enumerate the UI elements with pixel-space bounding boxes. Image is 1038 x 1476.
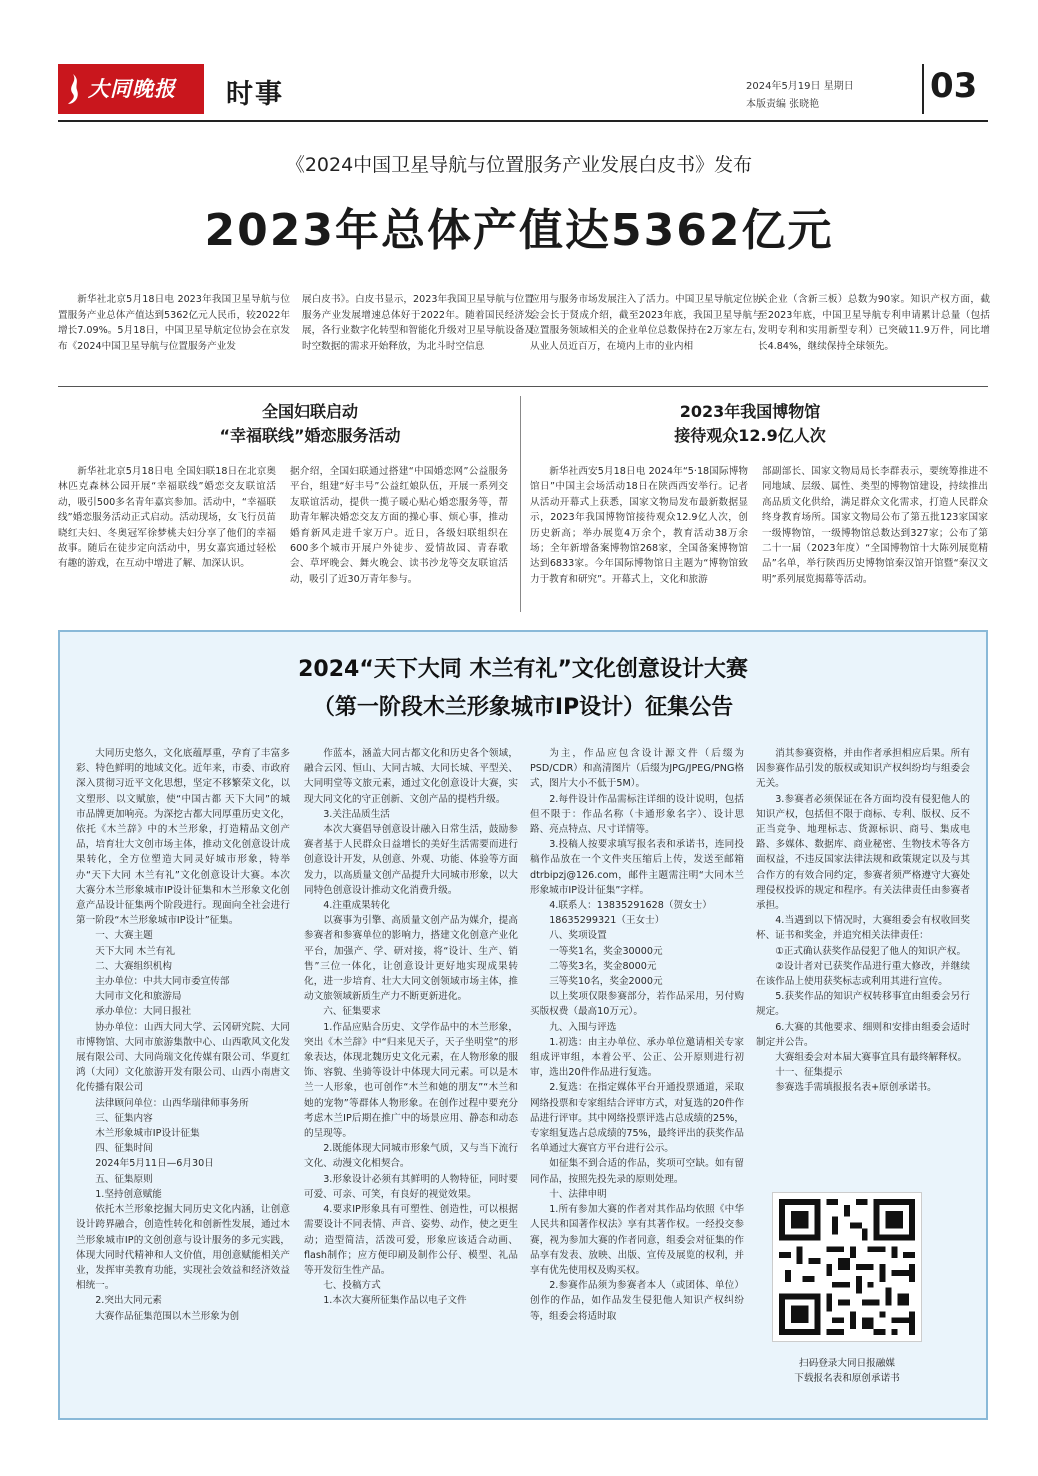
issue-date: 2024年5月19日 星期日	[746, 81, 854, 92]
notice-paragraph: 五、征集原则	[95, 1173, 153, 1185]
page-number: 03	[930, 66, 978, 106]
notice-column-2	[304, 746, 518, 1410]
notice-paragraph: 1.坚持创意赋能	[95, 1188, 162, 1200]
masthead	[58, 64, 988, 120]
notice-paragraph: 参赛选手需填报报名表+原创承诺书。	[775, 1082, 937, 1094]
notice-paragraph: 如征集不到合适的作品，奖项可空缺。如有留同作品，按照先投先录的原则处理。	[530, 1158, 744, 1185]
qr-caption-line2: 下载报名表和原创承诺书	[794, 1373, 900, 1384]
notice-paragraph: 大赛组委会对本届大赛事宜具有最终解释权。	[775, 1052, 968, 1064]
notice-paragraph: 八、奖项设置	[549, 930, 607, 942]
notice-paragraph: 七、投稿方式	[323, 1280, 381, 1292]
notice-paragraph: ①正式确认获奖作品侵犯了他人的知识产权。	[775, 945, 967, 957]
section-title: 时事	[226, 79, 284, 110]
notice-paragraph: 为主，作品应包含设计源文件（后缀为PSD/CDR）和高清图片（后缀为JPG/JPEG/PNG格式，图片大小不低于5M）。	[530, 748, 744, 790]
notice-paragraph: 6.大赛的其他要求、细则和安排由组委会适时制定并公告。	[756, 1021, 970, 1048]
notice-paragraph: 消其参赛资格，并由作者承担相应后果。所有因参赛作品引发的版权或知识产权纠纷均与组委会无关。	[756, 748, 970, 790]
qr-caption	[742, 1356, 952, 1386]
notice-column-1	[76, 746, 290, 1410]
newspaper-logo[interactable]	[58, 64, 204, 114]
notice-paragraph: 本次大赛倡导创意设计融入日常生活，鼓励参赛者基于人民群众日益增长的美好生活需要而进行创意设计开发，从创意、外观、功能、体验等方面发力，以高质量文创产品提升大同城市形象，以大同特色创意设计推动文化消费升级。	[304, 824, 518, 896]
notice-paragraph: 十一、征集提示	[775, 1067, 843, 1079]
notice-paragraph: 2.既能体现大同城市形象气质，又与当下流行文化、动漫文化相契合。	[304, 1143, 518, 1170]
notice-column-3	[530, 746, 744, 1410]
notice-paragraph: 主办单位：中共大同市委宣传部	[95, 976, 230, 988]
notice-paragraph: 以赛事为引擎、高质量文创产品为媒介，提高参赛者和参赛单位的影响力，搭建文化创意产业化平台，加强产、学、研对接，将“设计、生产、销售”三位一体化，让创意设计更好地实现成果转化，进一步培育、壮大大同文创领域市场主体，推动文旅领域新质生产力不断更新进化。	[304, 915, 518, 1003]
lead-column-1: 新华社北京5月18日电 2023年我国卫星导航与位置服务产业总体产值达到5362亿元人民币，较2022年增长7.09%。5月18日，中国卫星导航定位协会在京发布《2024中国卫星导航与位置服务产业发	[58, 294, 290, 352]
notice-paragraph: 四、征集时间	[95, 1143, 153, 1155]
notice-paragraph: 2.突出大同元素	[95, 1295, 162, 1307]
notice-paragraph: 协办单位：山西大同大学、云冈研究院、大同市博物馆、大同市旅游集散中心、山西歌风文化发展有限公司、大同尚瑞文化传媒有限公司、华夏红鸿（大同）文化旅游开发有限公司、山西小南唐文化传播有限公司	[76, 1021, 290, 1094]
notice-paragraph: 3.投稿人按要求填写报名表和承诺书，连同投稿作品放在一个文件夹压缩后上传，发送至邮箱 dtrbipzj@126.com，邮件主题需注明“大同木兰形象城市IP设计征集”字样。	[530, 839, 744, 896]
notice-column-4	[756, 746, 970, 1166]
women-story-col1: 新华社北京5月18日电 全国妇联18日在北京奥林匹克森林公园开展“幸福联线”婚恋交友联谊活动，吸引500多名青年嘉宾参加。活动中，“幸福联线”婚恋服务活动正式启动。活动现场，女飞行员苗晓红夫妇、冬奥冠军徐梦桃夫妇分享了他们的幸福故事。随后在徒步定向活动中，男女嘉宾通过轻松有趣的游戏，在互动中增进了解、加深认识。	[58, 466, 276, 570]
section-divider	[58, 386, 988, 387]
notice-title-line2: （第一阶段木兰形象城市IP设计）征集公告	[312, 695, 734, 720]
notice-paragraph: 一、大赛主题	[95, 930, 153, 942]
lead-column-4: 关企业（含新三板）总数为90家。知识产权方面，截至2023年底，中国卫星导航专利申请累计总量（包括发明专利和实用新型专利）已突破11.9万件，同比增长4.84%，继续保持全球领先。	[758, 294, 990, 352]
notice-paragraph: 1.本次大赛所征集作品以电子文件	[323, 1295, 467, 1307]
women-story-col2: 据介绍，全国妇联通过搭建“中国婚恋网”公益服务平台，组建“好丰号”公益红娘队伍，开展一系列交友联谊活动，提供一揽子暖心贴心婚恋服务等，帮助青年解决婚恋交友方面的操心事、烦心事，推动婚育新风走进千家万户。近日，各级妇联组织在600多个城市开展户外徒步、爱情故园、青春歌会、草坪晚会、舞火晚会、读书沙龙等交友联谊活动，吸引了近30万青年参与。	[290, 466, 508, 585]
notice-paragraph: 2024年5月11日—6月30日	[95, 1158, 214, 1170]
museum-story-col2: 部副部长、国家文物局局长李群表示，要统筹推进不同地域、层级、属性、类型的博物馆建设，持续推出高品质文化供给，满足群众文化需求，打造人民群众终身教育场所。国家文物局公布了第五批123家国家一级博物馆，一级博物馆总数达到327家；公布了第二十一届（2023年度）“全国博物馆十大陈列展览精品”名单，举行陕西历史博物馆秦汉馆开馆暨“秦汉文明”系列展览揭幕等活动。	[762, 466, 988, 585]
logo-text: 大同晚报	[88, 76, 176, 101]
notice-paragraph: 一等奖1名，奖金30000元	[549, 945, 663, 957]
notice-paragraph: 2.参赛作品须为参赛者本人（或团体、单位）创作的作品，如作品发生侵犯他人知识产权纠纷等，组委会将适时取	[530, 1280, 744, 1322]
notice-paragraph: 三、征集内容	[95, 1112, 153, 1124]
column-divider	[520, 396, 521, 612]
notice-paragraph: 4.联系人：13835291628（贺女士）	[549, 900, 712, 912]
notice-paragraph: 六、征集要求	[323, 1006, 381, 1018]
women-title-line2: “幸福联线”婚恋服务活动	[219, 426, 401, 445]
notice-paragraph: 九、入围与评选	[549, 1021, 617, 1033]
museum-title-line1: 2023年我国博物馆	[679, 402, 821, 421]
notice-paragraph: 法律顾问单位：山西华瑞律师事务所	[95, 1097, 249, 1109]
notice-paragraph: 二等奖3名，奖金8000元	[549, 960, 657, 972]
notice-paragraph: 18635299321（王女士）	[549, 915, 665, 927]
notice-paragraph: 4.注重成果转化	[323, 900, 390, 912]
lead-column-2: 展白皮书》。白皮书显示，2023年我国卫星导航与位置服务产业发展增速总体好于2022年。随着国民经济发展，各行业数字化转型和智能化升级对卫星导航设备及时空数据的需求开始释放，为北斗时空信息	[302, 294, 534, 352]
notice-paragraph: 二、大赛组织机构	[95, 960, 172, 972]
notice-paragraph: 1.初选：由主办单位、承办单位邀请相关专家组成评审组，本着公平、公正、公开原则进行初审，选出20件作品进行复选。	[530, 1036, 744, 1079]
notice-paragraph: 2.每件设计作品需标注详细的设计说明，包括但不限于：作品名称（卡通形象名字）、设计思路、亮点特点、尺寸详情等。	[530, 793, 744, 836]
notice-paragraph: 3.形象设计必须有其鲜明的人物特征，同时要可爱、可亲、可笑，有良好的视觉效果。	[304, 1173, 518, 1200]
notice-paragraph: 以上奖项仅限参赛部分，若作品采用，另付购买版权费（最高10万元）。	[530, 991, 744, 1018]
notice-title-line1: 2024“天下大同 木兰有礼”文化创意设计大赛	[298, 657, 748, 682]
notice-paragraph: 作蓝本，涵盖大同古都文化和历史各个领域，融合云冈、恒山、大同古城、大同长城、平型关、大同明堂等文旅元素，通过文化创意设计大赛，实现大同文化的守正创新、文创产品的提档升级。	[304, 748, 518, 805]
notice-paragraph: ②设计者对已获奖作品进行重大修改，并继续在该作品上使用获奖标志或利用其进行宣传。	[756, 960, 970, 988]
lead-column-3: 应用与服务市场发展注入了活力。中国卫星导航定位协会会长于贤成介绍，截至2023年底，我国卫星导航与位置服务领域相关的企业单位总数保持在2万家左右，从业人员近百万，在境内上市的业内相	[530, 294, 762, 352]
notice-paragraph: 4.当遇到以下情况时，大赛组委会有权收回奖杯、证书和奖金，并追究相关法律责任：	[756, 915, 970, 942]
notice-paragraph: 1.作品应贴合历史、文学作品中的木兰形象，突出《木兰辞》中“归来见天子，天子坐明堂”的形象表达，体现北魏历史文化元素，在人物形象的服饰、容貌、坐骑等设计中体现大同元素。可以是木兰一人形象，也可创作“木兰和她的朋友”“木兰和她的宠物”等群体人物形象。在创作过程中要充分考虑木兰IP后期在推广中的场景应用、静态和动态的呈现等。	[304, 1021, 518, 1140]
notice-paragraph: 4.要求IP形象具有可塑性、创造性，可以根据需要设计不同表情、声音、姿势、动作，使之更生动；造型简洁，活泼可爱，形象应该适合动画、flash制作；应方便印刷及制作公仔、模型、礼品等开发衍生性产品。	[304, 1204, 518, 1276]
notice-paragraph: 2.复选：在指定媒体平台开通投票通道，采取网络投票和专家组结合评审方式，对复选的20件作品进行评审。其中网络投票评选占总成绩的25%，专家组复选占总成绩的75%，最终评出的获奖作品名单通过大赛官方平台进行公示。	[530, 1082, 744, 1155]
museum-story-col1: 新华社西安5月18日电 2024年“5·18国际博物馆日”中国主会场活动18日在陕西西安举行。记者从活动开幕式上获悉，国家文物局发布最新数据显示，2023年我国博物馆接待观众12.9亿人次，创历史新高；举办展览4万余个，教育活动38万余场；全年新增备案博物馆268家，全国备案博物馆达到6833家。今年国际博物馆日主题为“博物馆致力于教育和研究”。开幕式上，文化和旅游	[530, 466, 748, 585]
contest-notice	[58, 630, 988, 1420]
notice-paragraph: 三等奖10名，奖金2000元	[549, 976, 663, 988]
notice-paragraph: 承办单位：大同日报社	[95, 1006, 192, 1018]
page-editor: 本版责编 张晓艳	[746, 99, 820, 110]
women-story-title	[160, 400, 460, 448]
notice-paragraph: 大赛作品征集范围以木兰形象为创	[95, 1310, 240, 1322]
women-title-line1: 全国妇联启动	[261, 402, 358, 421]
lead-kicker: 《2024中国卫星导航与位置服务产业发展白皮书》发布	[285, 154, 753, 176]
notice-paragraph: 依托木兰形象挖掘大同历史文化内涵，让创意设计跨界融合，创造性转化和创新性发展，通过木兰形象城市IP的文创创意与设计服务的多元实践，体现大同时代精神和人文价值，用创意赋能相关产业，发挥审美教育功能，实现社会效益和经济效益相统一。	[76, 1204, 290, 1292]
museum-title-line2: 接待观众12.9亿人次	[674, 426, 826, 445]
notice-paragraph: 1.所有参加大赛的作者对其作品均依照《中华人民共和国著作权法》享有其著作权。一经投交参赛，视为参加大赛的作者同意，组委会对征集的作品享有发表、放映、出版、宣传及展览的权利，并享有优先使用权及购买权。	[530, 1204, 744, 1276]
notice-paragraph: 3.参赛者必须保证在各方面均没有侵犯他人的知识产权，包括但不限于商标、专利、版权、反不正当竞争、地理标志、货源标识、商号、集成电路、多媒体、数据库、商业秘密、生物技术等各方面权益，不违反国家法律法规和政策规定以及与其合作方的有效合同约定，参赛者须严格遵守大赛处理侵权投诉的规定和程序。有关法律责任由参赛者承担。	[756, 793, 970, 912]
lead-headline: 2023年总体产值达5362亿元	[204, 205, 834, 256]
qr-code-icon[interactable]	[772, 1192, 922, 1342]
notice-paragraph: 5.获奖作品的知识产权转移事宜由组委会另行规定。	[756, 991, 970, 1018]
flame-logo-icon	[64, 72, 82, 106]
notice-paragraph: 3.关注品质生活	[323, 808, 390, 820]
masthead-divider	[922, 64, 924, 114]
notice-paragraph: 天下大同 木兰有礼	[95, 945, 175, 957]
notice-paragraph: 大同历史悠久，文化底蕴厚重，孕育了丰富多彩、特色鲜明的地域文化。近年来，市委、市政府深入贯彻习近平文化思想，坚定不移繁荣文化，以文塑形、以文赋旅，使“中国古都 天下大同”的城市品牌更加响亮。为深挖古都大同厚重历史文化，依托《木兰辞》中的木兰形象，打造精品文创产品，培育壮大文创市场主体，推动文化创意设计成果转化，全方位塑造大同灵好城市形象，特举办“天下大同 木兰有礼”文化创意设计大赛。本次大赛分木兰形象城市IP设计征集和木兰形象文化创意产品设计征集两个阶段进行。现面向全社会进行第一阶段“木兰形象城市IP设计”征集。	[76, 748, 290, 927]
museum-story-title	[600, 400, 900, 448]
qr-caption-line1: 扫码登录大同日报融媒	[799, 1358, 895, 1369]
notice-paragraph: 大同市文化和旅游局	[95, 991, 182, 1003]
notice-paragraph: 木兰形象城市IP设计征集	[95, 1128, 200, 1140]
notice-paragraph: 十、法律申明	[549, 1188, 607, 1200]
masthead-rule	[58, 120, 988, 122]
